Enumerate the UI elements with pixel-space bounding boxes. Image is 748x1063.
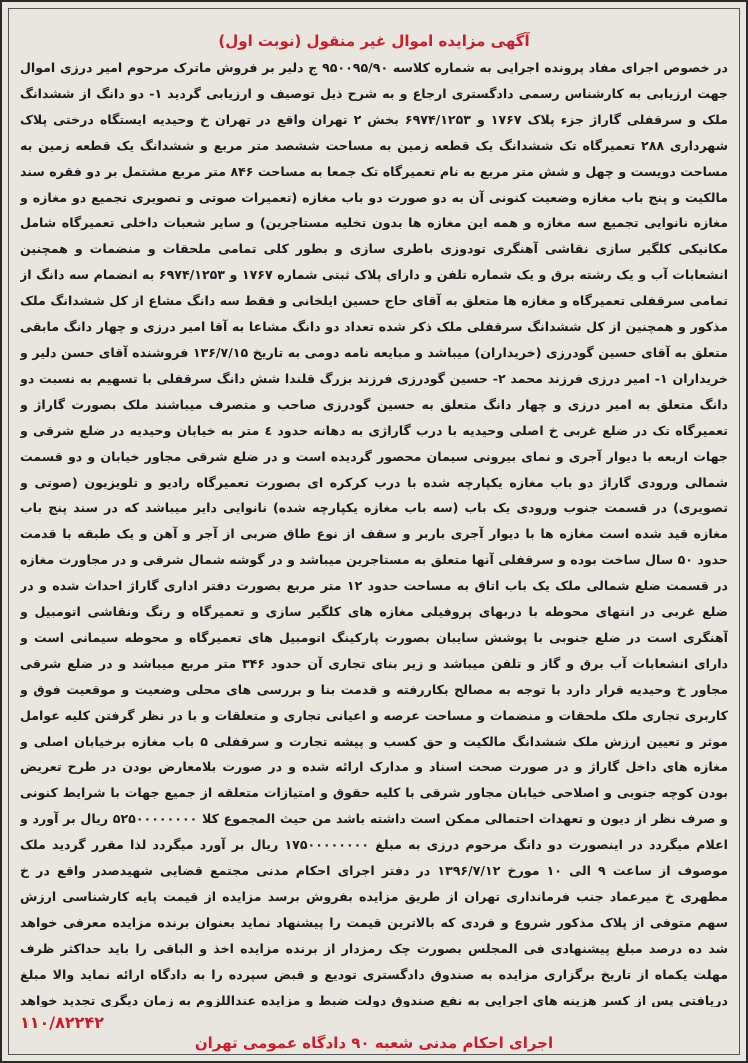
notice-body: در خصوص اجرای مفاد پرونده اجرایی به شماره کلاسه ۹۵۰۰۹۵/۹۰ ج دلیر بر فروش ماترک مرحوم امیر درزی اموال جهت ارزیابی به کارشناس رسمی دادگستری ارجاع و به شرح ذیل توصیف و ارزیابی گردید ۱- دو دانگ از ششدانگ ملک و سرقفلی گاراژ جزء پلاک ۱۷۶۷ و ۶۹۷۴/۱۲۵۳ بخش ۲ تهران واقع در تهران خ وحیدیه ایستگاه درختی پلاک شهرداری ۲۸۸ تعمیرگاه تک ششدانگ یک قطعه زمین به مساحت ششصد متر مربع و ششدانگ یک قطعه زمین به مساحت دویست و چهل و شش متر مربع به نام تعمیرگاه تک جمعا به مساحت ۸۴۶ متر مربع مشتمل بر دو فقره سند مالکیت و پنج باب مغازه وضعیت کنونی آن به دو صورت دو باب مغازه (تعمیرات صوتی و تصویری تجمیع دو مغازه و مغازه نانوایی تجمیع سه مغازه و همه این مغازه ها بدون تخلیه مستاجرین) و سایر شعبات داخلی تعمیرگاه شامل مکانیکی کلگیر سازی نقاشی آهنگری تودوزی باطری سازی و بطور کلی تمامی ملحقات و منضمات و همچنین انشعابات آب و یک رشته برق و یک شماره تلفن و دارای پلاک ثبتی شماره ۱۷۶۷ و ۶۹۷۴/۱۲۵۳ به انضمام سه دانگ از تمامی سرقفلی تعمیرگاه و مغازه ها متعلق به آقای حاج حسین ایلخانی و فقط سه دانگ مشاع از کل ششدانگ ملک مذکور و همچنین از کل ششدانگ سرقفلی ملک ذکر شده تعداد دو دانگ مشاعا به آقا امیر درزی و چهار دانگ مابقی متعلق به آقای حسین گودرزی (خریداران) میباشد و مبایعه نامه دومی به تاریخ ۱۳۶/۷/۱۵ فروشنده آقای حسن دلیر و خریداران ۱- امیر درزی فرزند محمد ۲- حسین گودرزی فرزند بزرگ قلندا شش دانگ سرقفلی با تسهیم به نسبت دو دانگ متعلق به امیر درزی و چهار دانگ متعلق به حسین گودرزی صاحب و متصرف میباشند ملک بصورت گاراژ و تعمیرگاه تک در ضلع غربی خ اصلی وحیدیه با درب گاراژی به دهانه حدود ٤ متر به خیابان وحیدیه در ضلع شرقی و جهات اربعه با دیوار آجری و نمای بیرونی سیمان محصور گردیده است و در ضلع شرقی مجاور خیابان و دو قسمت شمالی ورودی گاراژ دو باب مغازه یکپارچه شده با درب کرکره ای بصورت تعمیرگاه رادیو و تلویزیون (صوتی و تصویری) در قسمت جنوب ورودی یک باب (سه باب مغازه یکپارچه شده) نانوایی دایر میباشد که در سند پنج باب مغازه قید شده است مغازه ها با دیوار آجری باربر و سقف از نوع طاق ضربی از آجر و آهن و یک طبقه با قدمت حدود ۵۰ سال ساخت بوده و سرقفلی آنها متعلق به مستاجرین میباشد و در گوشه شمال شرقی و در مجاورت مغازه در قسمت ضلع شمالی ملک یک باب اتاق به مساحت حدود ۱۲ متر مربع بصورت دفتر اداری گاراژ احداث شده و در ضلع غربی در انتهای محوطه با دربهای پروفیلی مغازه های کلگیر سازی و تعمیرگاه و رنگ ونقاشی اتومبیل و آهنگری است در ضلع جنوبی با پوشش سایبان بصورت پارکینگ اتومبیل های تعمیرگاه و محوطه سیمانی است و دارای انشعابات آب برق و گاز و تلفن میباشد و زیر بنای تجاری آن حدود ۳۴۶ متر مربع میباشد و در ضلع شرقی مجاور خ وحیدیه قرار دارد با توجه به مصالح بکاررفته و قدمت بنا و بررسی های محلی وضعیت و موقعیت فوق و کاربری تجاری ملک ملحقات و منضمات و مساحت عرصه و اعیانی تجاری و متعلقات و با در نظر گرفتن کلیه عوامل موثر و تعیین ارزش ملک ششدانگ مالکیت و حق کسب و پیشه تجارت و سرقفلی ۵ باب مغازه برخیابان اصلی و مغازه های داخل گاراژ و در صورت صحت اسناد و مدارک ارائه شده و در صورت بلامعارض بودن در طرح تعریض بودن کوچه جنوبی و اصلاحی خیابان مجاور شرقی با کلیه حقوق و امتیازات متعلقه از جمیع جهات با شرایط کنونی و صرف نظر از دیون و تعهدات احتمالی ممکن است داشته باشد من حیث المجموع کلا ۵۲۵۰۰۰۰۰۰۰۰ ریال بر آورد و اعلام میگردد در اینصورت دو دانگ مرحوم درزی به مبلغ ۱۷۵۰۰۰۰۰۰۰۰ ریال بر آورد میگردد لذا مقرر گردید ملک موصوف از ساعت ۹ الی ۱۰ مورخ ۱۳۹۶/۷/۱۲ در دفتر اجرای احکام مدنی مجتمع قضایی شهیدصدر واقع در خ مطهری خ میرعماد جنب فرمانداری تهران از طریق مزایده بفروش برسد مزایده از قیمت پایه کارشناسی ارزش سهم متوفی از پلاک مذکور شروع و فردی که بالاترین قیمت را پیشنهاد نماید بعنوان برنده مزایده معرفی خواهد شد ده درصد مبلغ پیشنهادی فی المجلس بصورت چک رمزدار از برنده مزایده اخذ و الباقی را باید حداکثر ظرف مهلت یکماه از تاریخ برگزاری مزایده به صندوق دادگستری تودیع و قبض سپرده را به دادگاه ارائه نماید والا مبلغ دریافتی پس از کسر هزینه های اجرایی به نفع صندوق دولت ضبط و مزایده عنداللزوم به زمان دیگری تجدید خواهد xyxy=(20,60,728,1007)
notice-title: آگهی مزایده اموال غیر منقول (نوبت اول) xyxy=(218,32,530,50)
issuer-footer: اجرای احکام مدنی شعبه ۹۰ دادگاه عمومی تهران xyxy=(194,1034,554,1052)
reference-number: ۱۱۰/۸۲۲۴۲ xyxy=(20,1013,104,1032)
